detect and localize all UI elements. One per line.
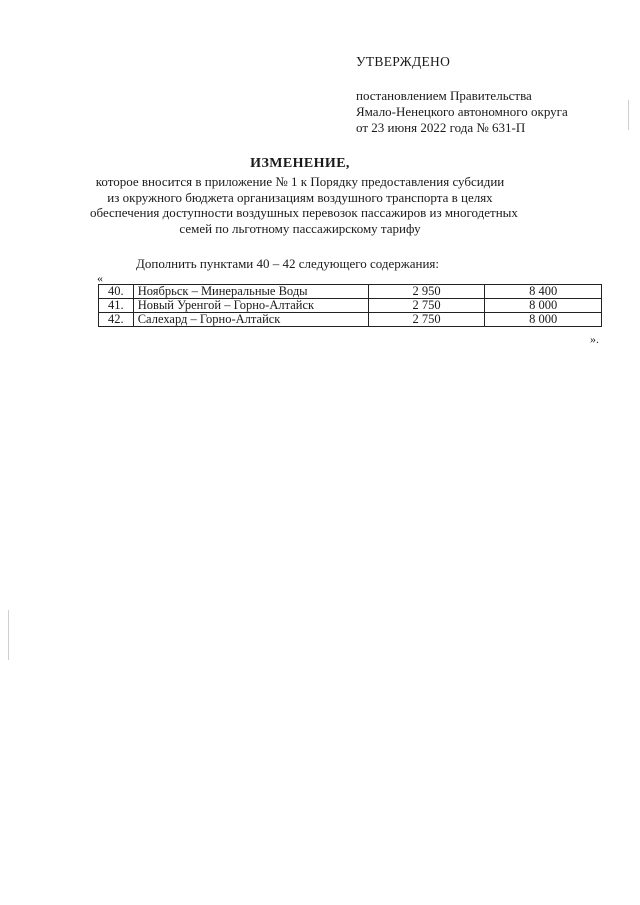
value-cell: 8 000 (485, 313, 602, 327)
document-title: ИЗМЕНЕНИЕ, (250, 156, 350, 171)
row-number: 41. (99, 299, 134, 313)
document-heading (90, 156, 518, 236)
value-cell: 8 000 (485, 299, 602, 313)
table-row (99, 299, 602, 313)
value-cell: 8 400 (485, 285, 602, 299)
row-number: 40. (99, 285, 134, 299)
heading-line-4: семей по льготному пассажирскому тарифу (179, 220, 421, 236)
route-name: Ноябрьск – Минеральные Воды (133, 285, 368, 299)
value-cell: 2 750 (368, 299, 485, 313)
route-name: Салехард – Горно-Алтайск (133, 313, 368, 327)
scan-margin-mark (8, 610, 9, 660)
heading-line-1: которое вносится в приложение № 1 к Порядку предоставления субсидии (95, 174, 505, 189)
value-cell: 2 950 (368, 285, 485, 299)
approval-line-3: от 23 июня 2022 года № 631-П (356, 120, 526, 135)
opening-quote: « (97, 271, 103, 285)
table-row (99, 313, 602, 327)
scan-margin-mark (628, 100, 629, 130)
approval-block (356, 54, 626, 136)
route-name: Новый Уренгой – Горно-Алтайск (133, 299, 368, 313)
row-number: 42. (99, 313, 134, 327)
value-cell: 2 750 (368, 313, 485, 327)
heading-line-3: обеспечения доступности воздушных перевозок пассажиров из многодетных (90, 205, 518, 220)
intro-text: Дополнить пунктами 40 – 42 следующего содержания: (136, 256, 440, 271)
table-row (99, 285, 602, 299)
approval-line-2: Ямало-Ненецкого автономного округа (356, 104, 568, 119)
routes-table (98, 284, 602, 327)
approved-stamp: УТВЕРЖДЕНО (356, 54, 451, 69)
approval-line-1: постановлением Правительства (356, 88, 532, 103)
closing-quote: ». (590, 332, 599, 346)
heading-line-2: из окружного бюджета организациям воздушного транспорта в целях (107, 189, 493, 205)
